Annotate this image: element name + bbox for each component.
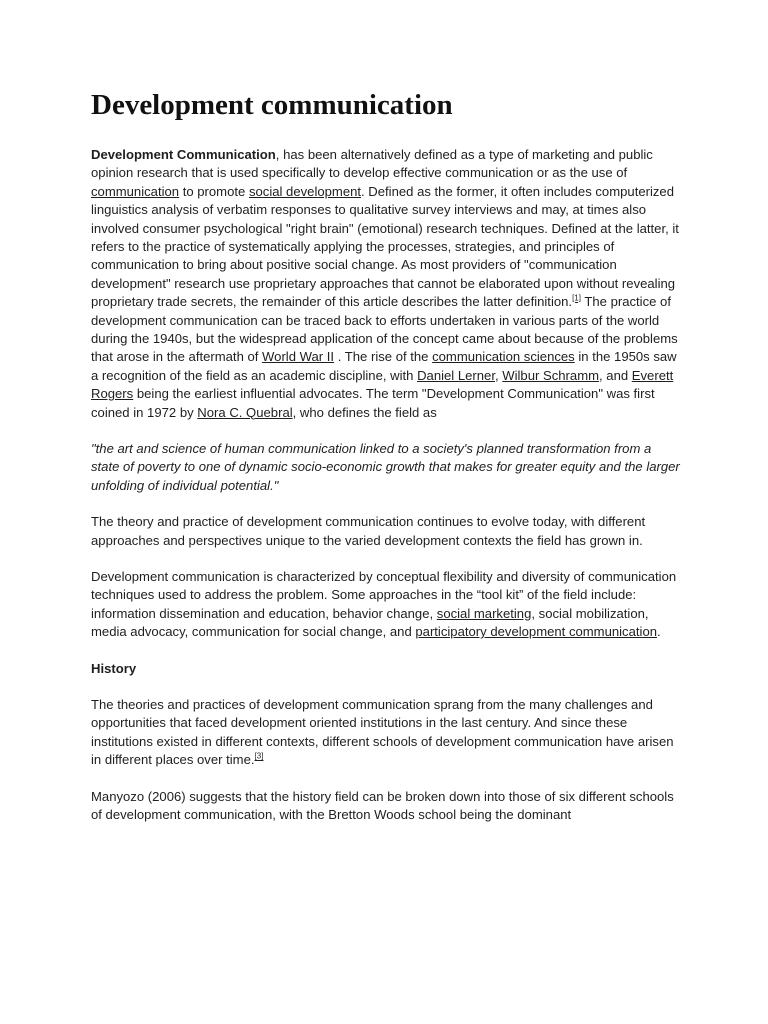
text-span: . (657, 624, 661, 640)
theory-paragraph: The theory and practice of development communication continues to evolve today, with different approaches and perspectives unique to the varied development contexts the field has grown in. (91, 514, 646, 548)
page-title: Development communication (91, 89, 453, 121)
link-nora-quebral[interactable]: Nora C. Quebral (197, 404, 293, 420)
link-participatory-development-communication[interactable]: participatory development communication (415, 624, 658, 640)
text-span: The practice of development communication can be traced back to efforts undertaken in various parts of the world during the 1940s, but the widespread application of the concept came about because of the problems that arose in the aftermath of (91, 294, 678, 365)
text-span: , (494, 367, 503, 383)
text-span: to promote (179, 183, 249, 199)
link-social-development[interactable]: social development (248, 183, 362, 199)
link-wilbur-schramm[interactable]: Wilbur Schramm (502, 367, 600, 383)
link-social-marketing[interactable]: social marketing (436, 605, 532, 621)
reference-link-3[interactable]: [3] (254, 751, 264, 761)
link-everett-rogers[interactable]: Everett Rogers (91, 367, 674, 402)
intro-paragraph (91, 146, 683, 422)
history-paragraph (91, 696, 683, 770)
text-span: The theories and practices of development communication sprang from the many challenges and opportunities that faced development oriented institutions in the last century. And since these institutions existed in different contexts, different schools of development communication have arisen in different places over time. (91, 697, 674, 768)
link-daniel-lerner[interactable]: Daniel Lerner (417, 367, 495, 383)
term-bold: Development Communication (91, 146, 276, 162)
text-span: , and (599, 367, 632, 383)
link-communication-sciences[interactable]: communication sciences (432, 349, 575, 365)
article-body (91, 90, 683, 842)
section-heading-history: History (91, 660, 137, 676)
text-span: . The rise of the (334, 349, 433, 365)
text-span: , has been alternatively defined as a type of marketing and public opinion research that is used specifically to develop effective communication or as the use of (91, 146, 653, 181)
toolkit-paragraph (91, 568, 683, 642)
link-communication[interactable]: communication (91, 183, 180, 199)
text-span: Development communication is characterized by conceptual flexibility and diversity of communication techniques used to address the problem. Some approaches in the “tool kit” of the field include: information dissemination and education, behavior change, (91, 569, 677, 621)
text-span: , social mobilization, media advocacy, communication for social change, and (91, 605, 649, 640)
schools-paragraph: Manyozo (2006) suggests that the history field can be broken down into those of six different schools of development communication, with the Bretton Woods school being the dominant (91, 788, 674, 823)
definition-quote: "the art and science of human communication linked to a society's planned transformation from a state of poverty to one of dynamic socio-economic growth that makes for greater equity and the larger unfolding of individual potential." (91, 440, 680, 493)
text-span: , who defines the field as (292, 404, 437, 420)
text-span: in the 1950s saw a recognition of the field as an academic discipline, with (91, 349, 677, 383)
link-world-war-ii[interactable]: World War II (262, 349, 335, 365)
text-span: being the earliest influential advocates. The term "Development Communication" was first coined in 1972 by (91, 386, 655, 420)
text-span: . Defined as the former, it often includes computerized linguistics analysis of verbatim responses to qualitative survey interviews and may, at times also involved consumer psychological "right brain" (emotional) research techniques. Defined at the latter, it refers to the practice of systematically applying the processes, strategies, and principles of communication to bring about positive social change. As most providers of "communication development" research use proprietary approaches that cannot be elaborated upon without revealing proprietary trade secrets, the remainder of this article describes the latter definition. (91, 183, 679, 310)
reference-link-1[interactable]: [1] (572, 293, 581, 303)
